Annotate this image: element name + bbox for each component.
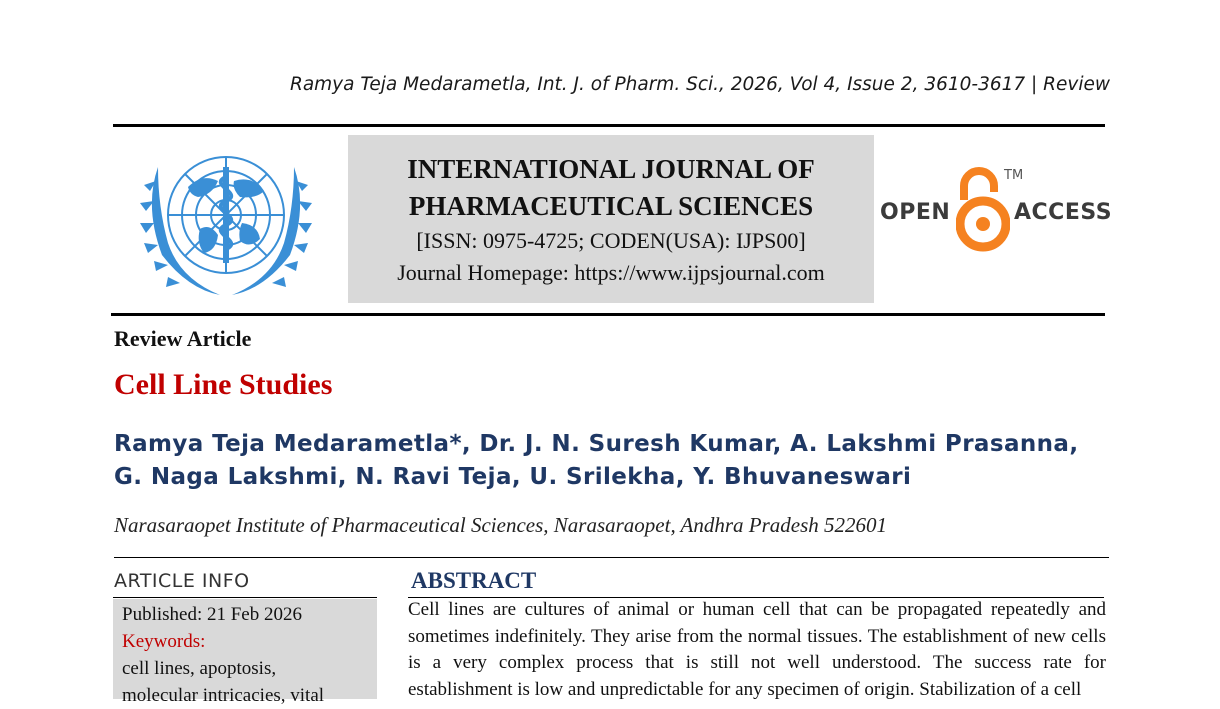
open-access-access-label: ACCESS: [1014, 200, 1113, 225]
journal-issn: [ISSN: 0975-4725; CODEN(USA): IJPS00]: [416, 228, 806, 253]
abstract-heading: ABSTRACT: [411, 568, 537, 593]
running-head: Ramya Teja Medarametla, Int. J. of Pharm. Sci., 2026, Vol 4, Issue 2, 3610-3617 | Review: [289, 74, 1110, 95]
keywords-line-2: molecular intricacies, vital: [122, 685, 325, 706]
open-access-open-label: OPEN: [880, 200, 951, 225]
article-authors: Ramya Teja Medarametla*, Dr. J. N. Suresh Kumar, A. Lakshmi Prasanna, G. Naga Lakshmi, N. Ravi Teja, U. Srilekha, Y. Bhuvaneswari: [114, 431, 1079, 490]
journal-info-box: [348, 135, 874, 303]
article-info-rule: [113, 597, 377, 598]
article-info-heading: ARTICLE INFO: [114, 570, 250, 592]
journal-logo-icon: [126, 137, 326, 305]
article-title: Cell Line Studies: [114, 368, 333, 401]
journal-title-line1: INTERNATIONAL JOURNAL OF: [407, 154, 815, 184]
journal-homepage: Journal Homepage: https://www.ijpsjournal.com: [397, 260, 825, 285]
header-rule-top: [113, 124, 1105, 127]
keywords-label: Keywords:: [122, 631, 206, 652]
article-info-box: [113, 599, 377, 706]
abstract-text: Cell lines are cultures of animal or human cell that can be propagated repeatedly and sometimes indefinitely. They arise from the normal tissues. The establishment of new cells is a very complex process that is still not well understood. The success rate for establishment is low and unpredictable for any specimen of origin. Stabilization of a cell: [408, 599, 1106, 700]
published-date: Published: 21 Feb 2026: [122, 604, 302, 625]
article-type: Review Article: [114, 326, 252, 351]
article-affiliation: Narasaraopet Institute of Pharmaceutical Sciences, Narasaraopet, Andhra Pradesh 522601: [114, 513, 888, 537]
header-rule-bottom: [111, 313, 1105, 316]
journal-title-line2: PHARMACEUTICAL SCIENCES: [408, 191, 814, 221]
journal-title: [348, 151, 874, 225]
open-access-logo: [880, 166, 1113, 252]
keywords-line-1: cell lines, apoptosis,: [122, 658, 277, 679]
open-access-lock-icon: [956, 166, 1010, 252]
open-access-tm: TM: [1004, 168, 1024, 183]
affiliation-rule: [114, 557, 1109, 558]
